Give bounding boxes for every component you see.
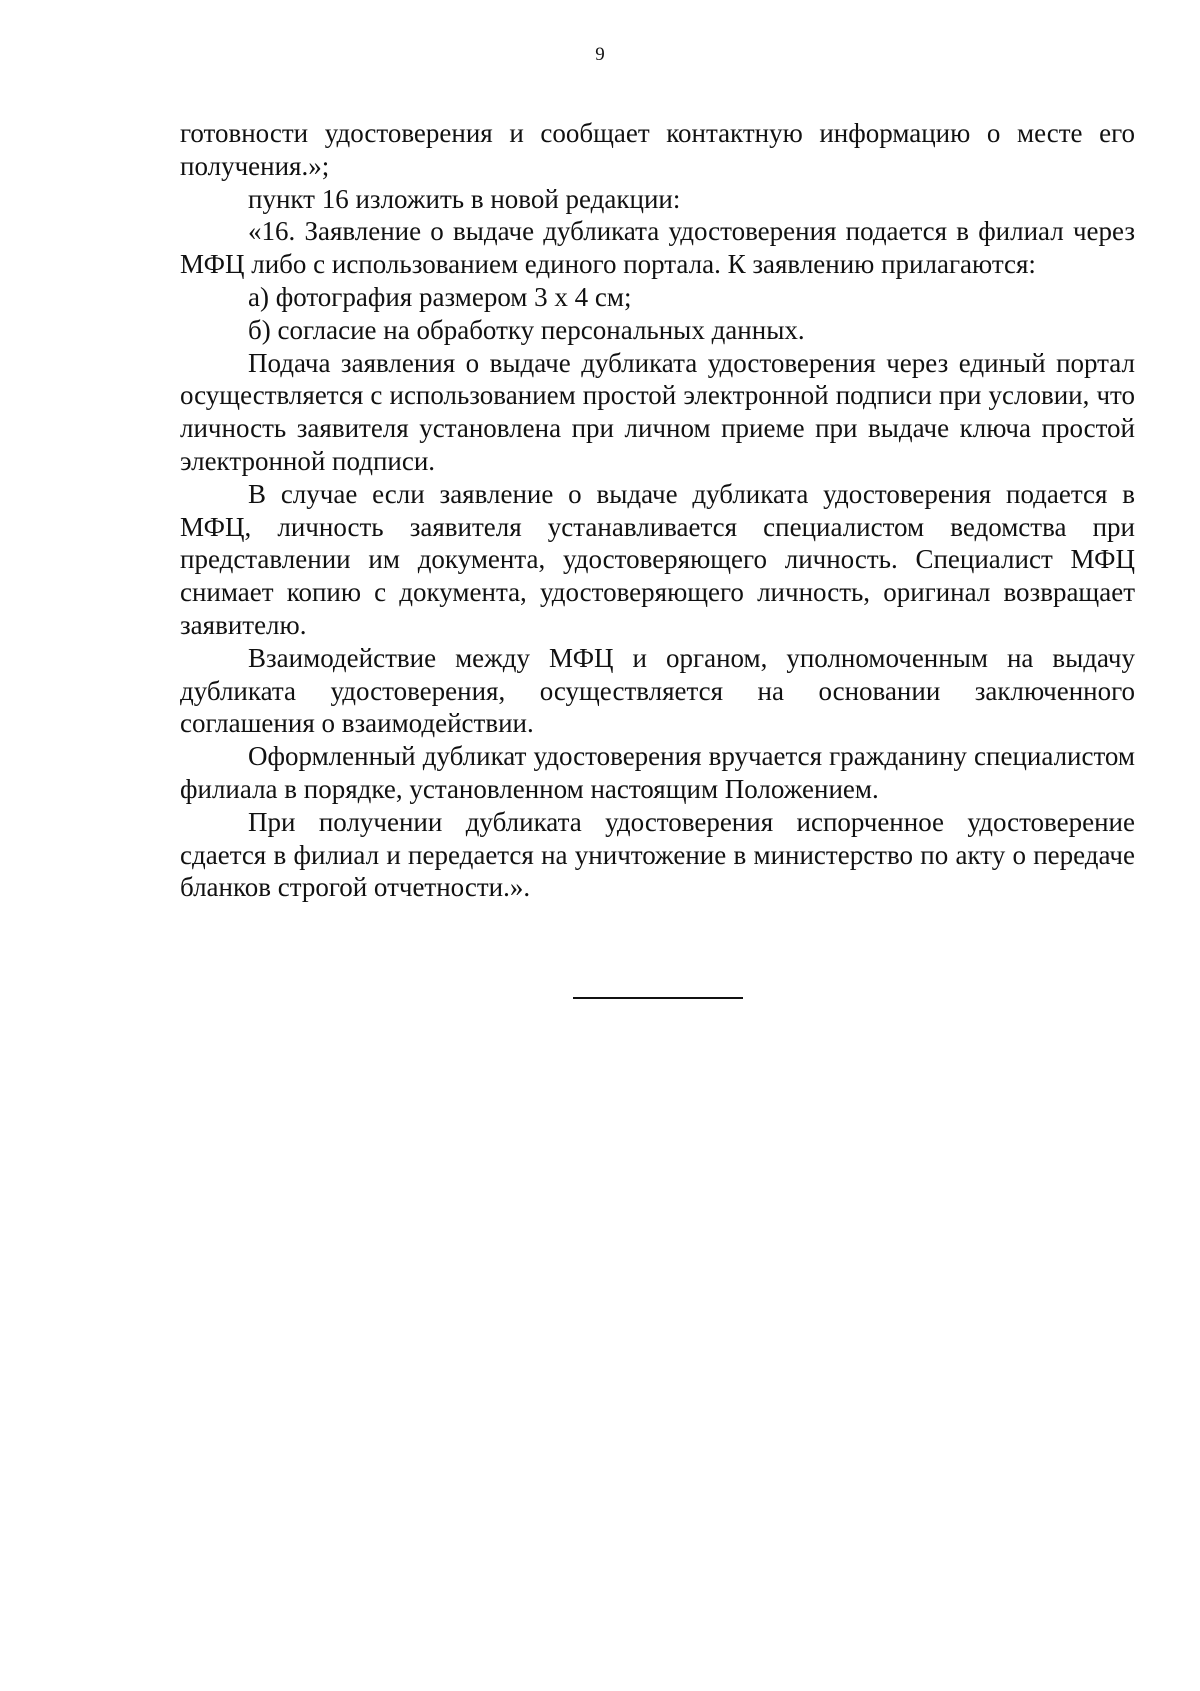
paragraph-delivery: Оформленный дубликат удостоверения вручается гражданину специалистом филиала в порядке, установленном настоящим Положением. [180,741,1135,804]
paragraph-clause-16: «16. Заявление о выдаче дубликата удостоверения подается в филиал через МФЦ либо с использованием единого портала. К заявлению прилагаются: [180,216,1135,280]
paragraph-spoiled-certificate: При получении дубликата удостоверения испорченное удостоверение сдается в филиал и передается на уничтожение в министерство по акту о передаче бланков строгой отчетности.». [180,806,1135,903]
paragraph-amendment-intro: пункт 16 изложить в новой редакции: [248,183,681,214]
paragraph-mfc-submission: В случае если заявление о выдаче дубликата удостоверения подается в МФЦ, личность заявителя устанавливается специалистом ведомства при представлении им документа, удостоверяющего личность. Специалист МФЦ снимает копию с документа, удостоверяющего личность, оригинал возвращает заявителю. [180,478,1135,640]
paragraph-interaction: Взаимодействие между МФЦ и органом, уполномоченным на выдачу дубликата удостоверения, осуществляется на основании заключенного соглашения о взаимодействии. [180,642,1135,739]
list-item-photo: а) фотография размером 3 х 4 см; [248,281,632,312]
paragraph-continuation: готовности удостоверения и сообщает контактную информацию о месте его получения.»; [180,118,1135,181]
list-item-consent: б) согласие на обработку персональных данных. [248,314,805,345]
document-body [180,117,1135,904]
paragraph-portal-submission: Подача заявления о выдаче дубликата удостоверения через единый портал осуществляется с использованием простой электронной подписи при условии, что личность заявителя установлена при личном приеме при выдаче ключа простой электронной подписи. [180,347,1135,476]
end-of-text-rule [573,997,743,999]
page-number: 9 [595,44,605,65]
